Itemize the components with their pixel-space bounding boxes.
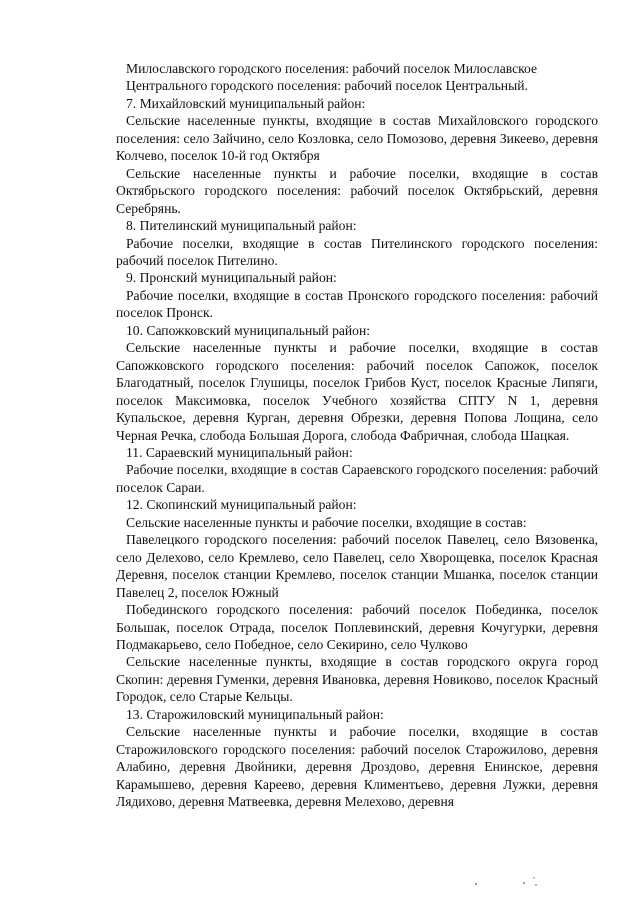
paragraph-text: Побединского городского поселения: рабочий поселок Побединка, поселок Большак, поселок Отрада, поселок Поплевинский, деревня Кочугурки, деревня Подмакарьево, село Победное, село Секирино, село Чулково [116,602,598,652]
section-heading: 8. Пителинский муниципальный район: [126,218,357,234]
paragraph-text: Рабочие поселки, входящие в состав Пронского городского поселения: рабочий поселок Пронск. [116,287,598,321]
paragraph-text: Рабочие поселки, входящие в состав Пителинского городского поселения: рабочий поселок Пителино. [116,235,598,268]
paragraph-text: Сельские населенные пункты и рабочие поселки, входящие в состав Старожиловского городского поселения: рабочий поселок Старожилово, деревня Алабино, деревня Двойники, деревня Дроздово, деревня Енинское, деревня Карамышево, деревня Кареево, деревня Климентьево, деревня Лужки, деревня Лядихово, деревня Матвеевка, деревня Мелехово, деревня [116,724,598,810]
paragraph-text: Центрального городского поселения: рабочий поселок Центральный. [126,78,528,94]
paragraph-text: Сельские населенные пункты и рабочие поселки, входящие в состав Сапожковского городского поселения: рабочий поселок Сапожок, поселок Благодатный, поселок Глушицы, поселок Грибов Куст, поселок Красные Липяги, поселок Максимовка, поселок Учебного хозяйства СПТУ N 1, деревня Купальское, деревня Курган, деревня Обрезки, деревня Попова Лощина, село Черная Речка, слобода Большая Дорога, слобода Фабричная, слобода Шацкая. [116,340,598,443]
section-heading: 12. Скопинский муниципальный район: [126,497,357,513]
paragraph-text: Сельские населенные пункты, входящие в состав Михайловского городского поселения: село Зайчино, село Козловка, село Помозово, деревня Зикеево, деревня Колчево, поселок 10-й год Октября [116,113,598,164]
paragraph-text: Рабочие поселки, входящие в состав Сараевского городского поселения: рабочий поселок Сараи. [116,462,598,495]
paragraph-text: Сельские населенные пункты, входящие в состав городского округа город Скопин: деревня Гуменки, деревня Ивановка, деревня Новиково, поселок Красный Городок, село Старые Кельцы. [116,654,598,705]
paragraph-text: Павелецкого городского поселения: рабочий поселок Павелец, село Вязовенка, село Делехово, село Кремлево, село Павелец, село Хворощевка, поселок Красная Деревня, поселок станции Кремлево, поселок станции Мшанка, поселок станции Павелец 2, поселок Южный [116,532,598,600]
paragraph-text: Милославского городского поселения: рабочий поселок Милославское [126,61,538,76]
section-heading: 11. Сараевский муниципальный район: [126,444,353,460]
section-heading: 7. Михайловский муниципальный район: [126,95,366,111]
paragraph-text: Сельские населенные пункты и рабочие поселки, входящие в состав Октябрьского городского поселения: рабочий поселок Октябрьский, деревня Серебрянь. [116,165,598,216]
paragraph-text: Сельские населенные пункты и рабочие поселки, входящие в состав: [126,514,527,530]
section-heading: 13. Старожиловский муниципальный район: [126,706,384,722]
section-heading: 9. Пронский муниципальный район: [126,270,337,286]
document-body [116,60,598,810]
section-heading: 10. Сапожковский муниципальный район: [126,322,371,338]
scan-speck-marks [470,872,560,892]
